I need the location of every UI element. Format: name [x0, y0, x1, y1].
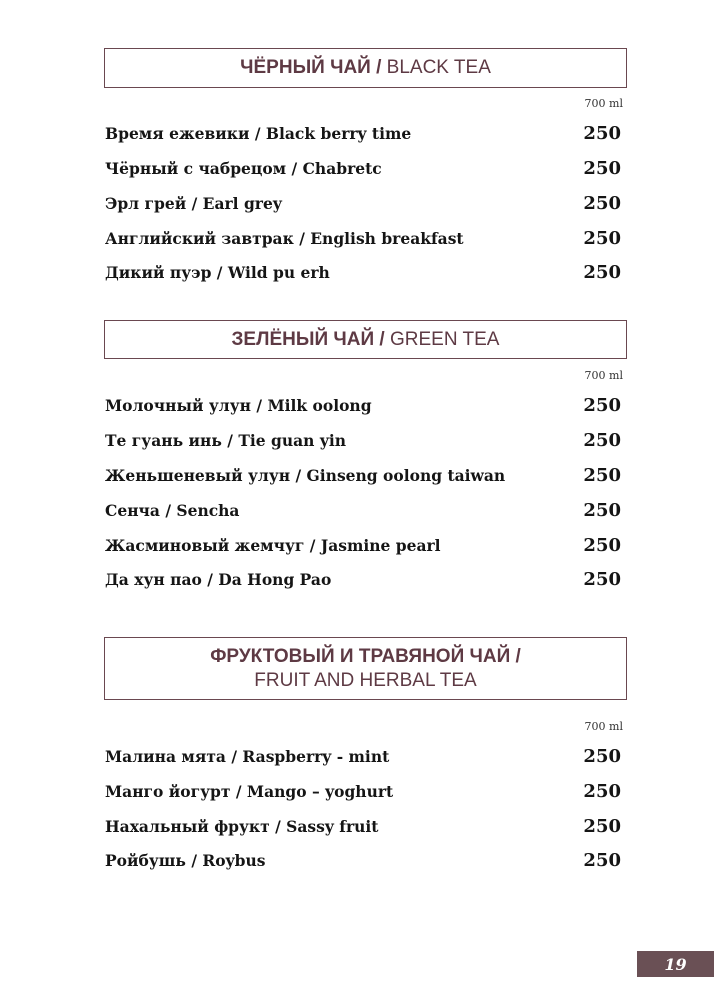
item-price: 250: [583, 228, 621, 249]
volume-label: 700 ml: [584, 720, 623, 733]
item-name: Жасминовый жемчуг / Jasmine pearl: [105, 536, 441, 555]
menu-item: [105, 123, 621, 144]
section-fruit-herbal-tea: [104, 637, 627, 871]
item-price: 250: [583, 430, 621, 451]
menu-item: [105, 262, 621, 283]
item-name: Нахальный фрукт / Sassy fruit: [105, 817, 379, 836]
volume-label: 700 ml: [584, 369, 623, 382]
item-name: Дикий пуэр / Wild pu erh: [105, 263, 330, 282]
item-name: Чёрный с чабрецом / Chabretc: [105, 159, 382, 178]
menu-item: [105, 746, 621, 767]
volume-label: 700 ml: [584, 97, 623, 110]
section-header: [104, 320, 627, 359]
item-name: Сенча / Sencha: [105, 501, 240, 520]
item-name: Малина мята / Raspberry - mint: [105, 747, 390, 766]
menu-item: [105, 395, 621, 416]
item-price: 250: [583, 500, 621, 521]
item-price: 250: [583, 465, 621, 486]
item-price: 250: [583, 395, 621, 416]
section-black-tea: [104, 48, 627, 283]
section-header: [104, 637, 627, 700]
section-title-en: GREEN TEA: [389, 328, 500, 350]
menu-item: [105, 158, 621, 179]
section-title-ru: ЗЕЛЁНЫЙ ЧАЙ /: [231, 328, 385, 350]
item-name: Да хун пао / Da Hong Pao: [105, 570, 332, 589]
menu-item: [105, 500, 621, 521]
item-price: 250: [583, 193, 621, 214]
menu-item: [105, 430, 621, 451]
section-header: [104, 48, 627, 88]
item-name: Женьшеневый улун / Ginseng oolong taiwan: [105, 466, 506, 485]
section-title-en: FRUIT AND HERBAL TEA: [254, 669, 477, 691]
item-price: 250: [583, 123, 621, 144]
menu-item: [105, 228, 621, 249]
menu-item: [105, 850, 621, 871]
item-price: 250: [583, 535, 621, 556]
item-name: Время ежевики / Black berry time: [105, 124, 412, 143]
menu-item: [105, 781, 621, 802]
item-price: 250: [583, 816, 621, 837]
item-price: 250: [583, 850, 621, 871]
section-green-tea: [104, 320, 627, 590]
menu-item: [105, 569, 621, 590]
menu-item: [105, 816, 621, 837]
menu-item: [105, 193, 621, 214]
item-name: Молочный улун / Milk oolong: [105, 396, 372, 415]
item-price: 250: [583, 569, 621, 590]
item-name: Те гуань инь / Tie guan yin: [105, 431, 346, 450]
section-title-en: BLACK TEA: [386, 57, 491, 78]
menu-item: [105, 535, 621, 556]
item-price: 250: [583, 158, 621, 179]
item-price: 250: [583, 262, 621, 283]
page-number: 19: [637, 951, 714, 977]
menu-item: [105, 465, 621, 486]
section-title-ru: ЧЁРНЫЙ ЧАЙ /: [240, 57, 382, 78]
item-name: Английский завтрак / English breakfast: [105, 229, 464, 248]
item-name: Эрл грей / Earl grey: [105, 194, 282, 213]
item-price: 250: [583, 746, 621, 767]
item-price: 250: [583, 781, 621, 802]
item-name: Манго йогурт / Mango – yoghurt: [105, 782, 394, 801]
item-name: Ройбушь / Roybus: [105, 851, 266, 870]
section-title-ru: ФРУКТОВЫЙ И ТРАВЯНОЙ ЧАЙ /: [210, 645, 521, 667]
